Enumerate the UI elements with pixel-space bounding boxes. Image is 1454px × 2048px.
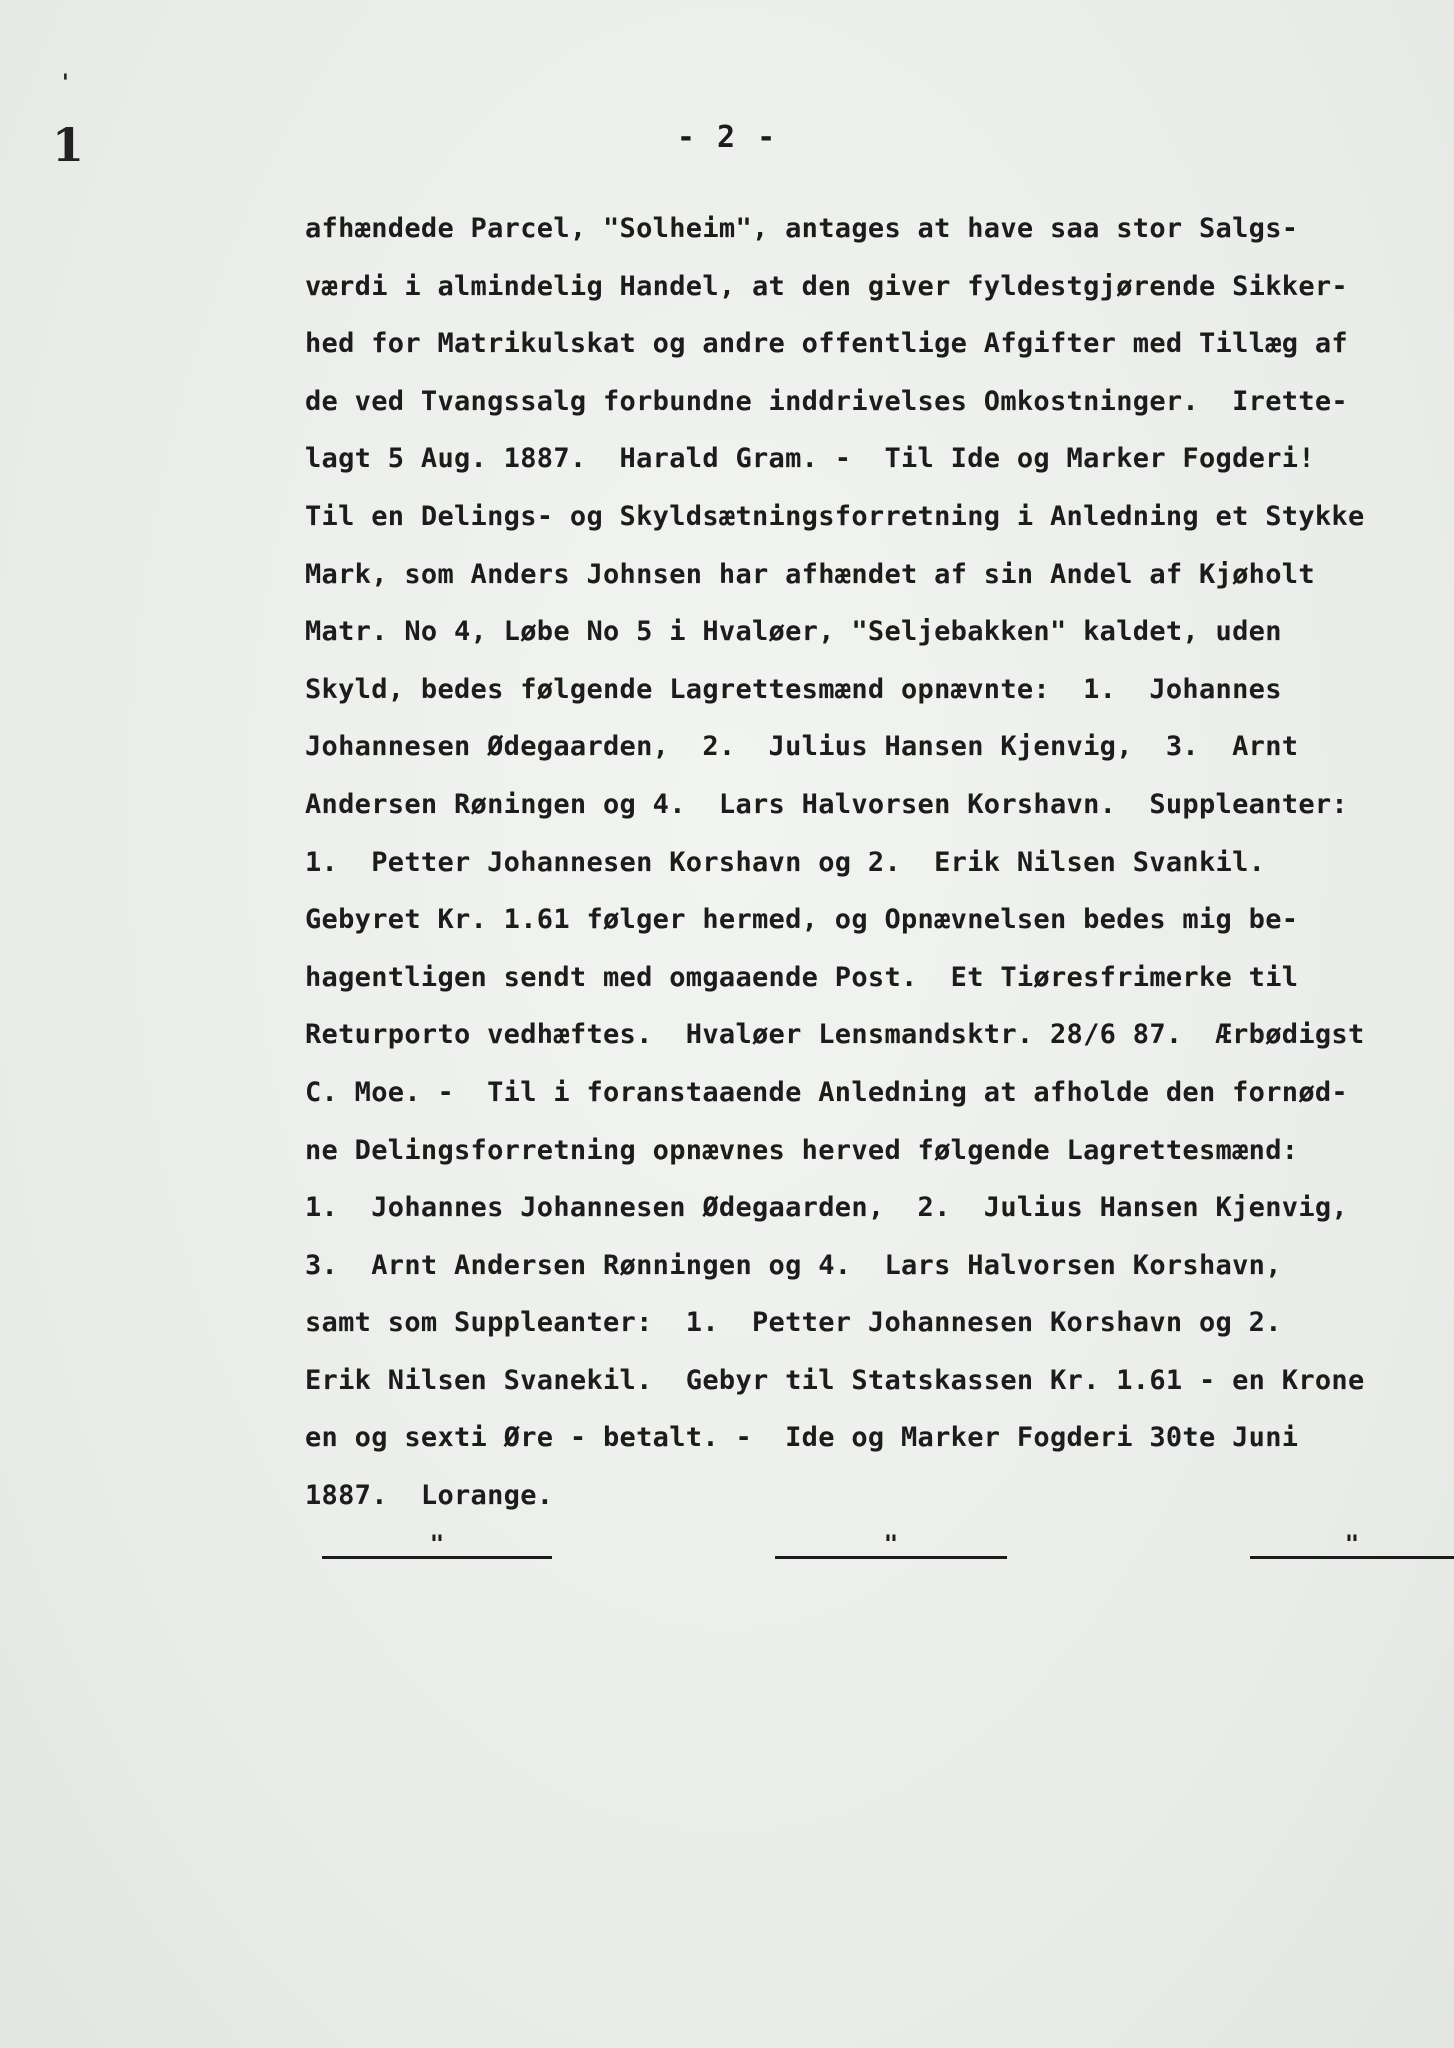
text-line: Matr. No 4, Løbe No 5 i Hvaløer, "Seljebakken" kaldet, uden (305, 616, 1282, 648)
text-line: hed for Matrikulskat og andre offentlige Afgifter med Tillæg af (305, 328, 1348, 360)
ditto-mark: " (883, 1530, 899, 1558)
text-line: Skyld, bedes følgende Lagrettesmænd opnævnte: 1. Johannes (305, 673, 1282, 705)
text-line: 1. Johannes Johannesen Ødegaarden, 2. Julius Hansen Kjenvig, (305, 1192, 1348, 1224)
text-line: Mark, som Anders Johnsen har afhændet af sin Andel af Kjøholt (305, 558, 1315, 590)
text-line: 3. Arnt Andersen Rønningen og 4. Lars Halvorsen Korshavn, (305, 1249, 1282, 1281)
text-line: værdi i almindelig Handel, at den giver fyldestgjørende Sikker- (305, 270, 1348, 302)
section-separator (775, 1530, 1007, 1562)
section-separator (322, 1530, 552, 1562)
margin-number-mark: 1 (52, 118, 85, 172)
text-line: Til en Delings- og Skyldsætningsforretning i Anledning et Stykke (305, 500, 1365, 532)
text-line: C. Moe. - Til i foranstaaende Anledning at afholde den fornød- (305, 1076, 1348, 1108)
text-line: en og sexti Øre - betalt. - Ide og Marker Fogderi 30te Juni (305, 1422, 1299, 1454)
ditto-mark: " (1344, 1530, 1360, 1558)
text-line: Gebyret Kr. 1.61 følger hermed, og Opnævnelsen bedes mig be- (305, 904, 1299, 936)
section-separator (1250, 1530, 1454, 1562)
text-line: 1887. Lorange. (305, 1480, 554, 1512)
text-line: ne Delingsforretning opnævnes herved følgende Lagrettesmænd: (305, 1134, 1299, 1166)
page-number: - 2 - (676, 120, 778, 155)
text-line: lagt 5 Aug. 1887. Harald Gram. - Til Ide og Marker Fogderi! (305, 443, 1315, 475)
text-line: afhændede Parcel, "Solheim", antages at have saa stor Salgs- (305, 213, 1299, 244)
margin-dot-mark: ' (62, 70, 69, 96)
text-line: Andersen Røningen og 4. Lars Halvorsen Korshavn. Suppleanter: (305, 788, 1348, 820)
ditto-mark: " (429, 1530, 445, 1558)
typed-text-body (305, 200, 1454, 1525)
text-line: Erik Nilsen Svanekil. Gebyr til Statskassen Kr. 1.61 - en Krone (305, 1364, 1365, 1396)
text-line: Johannesen Ødegaarden, 2. Julius Hansen Kjenvig, 3. Arnt (305, 731, 1299, 763)
text-line: de ved Tvangssalg forbundne inddrivelses Omkostninger. Irette- (305, 385, 1348, 417)
text-line: hagentligen sendt med omgaaende Post. Et Tiøresfrimerke til (305, 961, 1299, 993)
text-line: samt som Suppleanter: 1. Petter Johannesen Korshavn og 2. (305, 1307, 1282, 1339)
text-line: 1. Petter Johannesen Korshavn og 2. Erik Nilsen Svankil. (305, 846, 1266, 878)
text-line: Returporto vedhæftes. Hvaløer Lensmandsktr. 28/6 87. Ærbødigst (305, 1019, 1365, 1051)
